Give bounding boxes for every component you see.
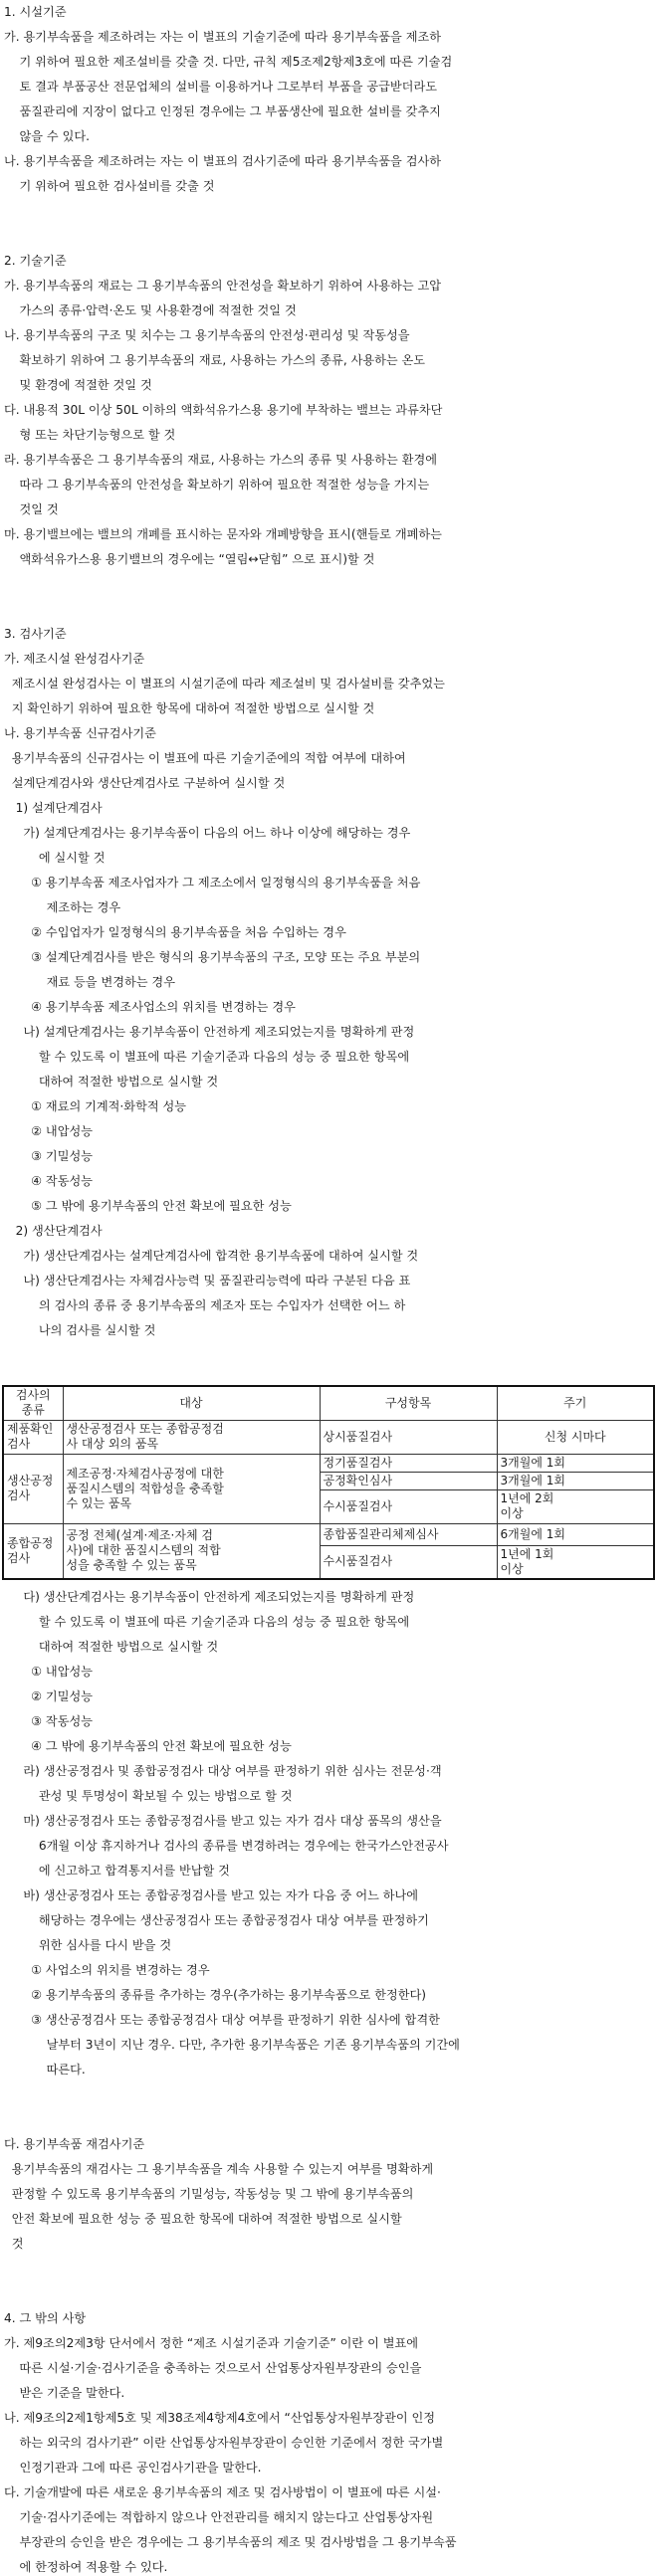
text-line: 대하여 적절한 방법으로 실시할 것 <box>4 1075 219 1089</box>
text-line: 다. 용기부속품 재검사기준 <box>4 2137 145 2151</box>
text-line: 것일 것 <box>4 502 59 516</box>
text-line: 마) 생산공정검사 또는 종합공정검사를 받고 있는 자가 검사 대상 품목의 생산을 <box>4 1814 442 1828</box>
text-line: ① 사업소의 위치를 변경하는 경우 <box>4 1963 210 1977</box>
text-line: 에 한정하여 적용할 수 있다. <box>4 2560 168 2574</box>
header-items: 구성항목 <box>320 1386 497 1420</box>
text-line: ① 재료의 기계적·화학적 성능 <box>4 1099 187 1113</box>
cell-item: 수시품질검사 <box>320 1545 497 1579</box>
cell-period: 1년에 2회 이상 <box>497 1489 654 1523</box>
text-line: 기술·검사기준에는 적합하지 않으나 안전관리를 해치지 않는다고 산업통상자원 <box>4 2510 434 2524</box>
text-line: 2) 생산단계검사 <box>4 1224 103 1238</box>
table-row <box>3 1523 654 1545</box>
text-line: 기 위하여 필요한 검사설비를 갖출 것 <box>4 179 215 193</box>
text-line: 받은 기준을 말한다. <box>4 2386 125 2400</box>
cell-period: 6개월에 1회 <box>497 1523 654 1545</box>
text-line: 나의 검사를 실시할 것 <box>4 1323 156 1337</box>
cell-period: 1년에 1회 이상 <box>497 1545 654 1579</box>
text-line: 라. 용기부속품은 그 용기부속품의 재료, 사용하는 가스의 종류 및 사용하는 환경에 <box>4 453 438 467</box>
cell-target: 공정 전체(설계·제조·자체 검 사)에 대한 품질시스템의 적합 성을 충족할 수 있는 품목 <box>63 1523 320 1579</box>
text-line: 6개월 이상 휴지하거나 검사의 종류를 변경하려는 경우에는 한국가스안전공사 <box>4 1839 449 1853</box>
text-line: 것 <box>4 2237 24 2251</box>
text-line: ② 내압성능 <box>4 1124 94 1138</box>
text-line: 가. 제조시설 완성검사기준 <box>4 652 145 666</box>
text-line: 날부터 3년이 지난 경우. 다만, 추가한 용기부속품은 기존 용기부속품의 기간에 <box>4 2038 460 2052</box>
text-line: 대하여 적절한 방법으로 실시할 것 <box>4 1640 219 1654</box>
text-line: 위한 심사를 다시 받을 것 <box>4 1938 172 1952</box>
text-line: ③ 기밀성능 <box>4 1149 94 1163</box>
text-line: 않을 수 있다. <box>4 129 90 143</box>
text-line: 에 실시할 것 <box>4 851 106 865</box>
cell-item: 공정확인심사 <box>320 1472 497 1489</box>
text-line: 해당하는 경우에는 생산공정검사 또는 종합공정검사 대상 여부를 판정하기 <box>4 1913 429 1927</box>
text-line: ④ 그 밖에 용기부속품의 안전 확보에 필요한 성능 <box>4 1739 292 1753</box>
text-line: ① 내압성능 <box>4 1665 94 1679</box>
text-line: ② 용기부속품의 종류를 추가하는 경우(추가하는 용기부속품으로 한정한다) <box>4 1988 426 2002</box>
text-line: 인정기관과 그에 따른 공인검사기관을 말한다. <box>4 2461 262 2475</box>
text-line: 판정할 수 있도록 용기부속품의 기밀성능, 작동성능 및 그 밖에 용기부속품의 <box>4 2187 414 2201</box>
cell-item: 수시품질검사 <box>320 1489 497 1523</box>
table-row <box>3 1454 654 1472</box>
text-line: ③ 작동성능 <box>4 1714 94 1728</box>
text-line: 안전 확보에 필요한 성능 중 필요한 항목에 대하여 적절한 방법으로 실시할 <box>4 2212 402 2226</box>
text-line: 바) 생산공정검사 또는 종합공정검사를 받고 있는 자가 다음 중 어느 하나에 <box>4 1888 419 1902</box>
text-line: 기 위하여 필요한 제조설비를 갖출 것. 다만, 규칙 제5조제2항제3호에 따른 기술검 <box>4 55 453 69</box>
table-header-row <box>3 1386 654 1420</box>
text-line: 3. 검사기준 <box>4 627 67 641</box>
text-line: 다. 기술개발에 따른 새로운 용기부속품의 제조 및 검사방법이 이 별표에 따른 시설· <box>4 2485 441 2499</box>
text-line: ① 용기부속품 제조사업자가 그 제조소에서 일정형식의 용기부속품을 처음 <box>4 876 421 890</box>
text-line: 확보하기 위하여 그 용기부속품의 재료, 사용하는 가스의 종류, 사용하는 온도 <box>4 353 426 367</box>
cell-period: 3개월에 1회 <box>497 1472 654 1489</box>
text-line: 형 또는 차단기능형으로 할 것 <box>4 428 176 442</box>
text-line: ④ 용기부속품 제조사업소의 위치를 변경하는 경우 <box>4 1000 296 1014</box>
text-line: 마. 용기밸브에는 밸브의 개폐를 표시하는 문자와 개폐방향을 표시(핸들로 개폐하는 <box>4 527 442 541</box>
text-line: 부장관의 승인을 받은 경우에는 그 용기부속품의 제조 및 검사방법을 그 용기부속품 <box>4 2535 457 2549</box>
text-line: 액화석유가스용 용기밸브의 경우에는 “열림↔닫힘” 으로 표시)할 것 <box>4 552 375 566</box>
cell-type-production-process: 생산공정 검사 <box>3 1454 63 1523</box>
table-row <box>3 1420 654 1454</box>
text-line: ② 기밀성능 <box>4 1689 94 1703</box>
cell-period: 3개월에 1회 <box>497 1454 654 1472</box>
text-line: 지 확인하기 위하여 필요한 항목에 대하여 적절한 방법으로 실시할 것 <box>4 701 375 715</box>
text-line: ② 수입업자가 일정형식의 용기부속품을 처음 수입하는 경우 <box>4 925 346 939</box>
text-line: 라) 생산공정검사 및 종합공정검사 대상 여부를 판정하기 위한 심사는 전문성·객 <box>4 1764 442 1778</box>
cell-type-integrated-process: 종합공정 검사 <box>3 1523 63 1579</box>
text-line: 1) 설계단계검사 <box>4 801 103 815</box>
text-line: 다. 내용적 30L 이상 50L 이하의 액화석유가스용 용기에 부착하는 밸브는 과류차단 <box>4 403 443 417</box>
text-line: 가) 설계단계검사는 용기부속품이 다음의 어느 하나 이상에 해당하는 경우 <box>4 826 411 840</box>
text-line: 가. 용기부속품의 재료는 그 용기부속품의 안전성을 확보하기 위하여 사용하는 고압 <box>4 279 442 293</box>
text-line: 나) 설계단계검사는 용기부속품이 안전하게 제조되었는지를 명확하게 판정 <box>4 1025 415 1039</box>
text-line: 따라 그 용기부속품의 안전성을 확보하기 위하여 필요한 적절한 성능을 가지는 <box>4 478 430 492</box>
text-line: ③ 생산공정검사 또는 종합공정검사 대상 여부를 판정하기 위한 심사에 합격한 <box>4 2013 440 2027</box>
text-line: 할 수 있도록 이 별표에 따른 기술기준과 다음의 성능 중 필요한 항목에 <box>4 1050 410 1064</box>
text-line: 용기부속품의 재검사는 그 용기부속품을 계속 사용할 수 있는지 여부를 명확하게 <box>4 2162 434 2176</box>
text-line: 1. 시설기준 <box>4 5 67 19</box>
text-line: 나. 용기부속품 신규검사기준 <box>4 726 156 740</box>
text-line: 가. 제9조의2제3항 단서에서 정한 “제조 시설기준과 기술기준” 이란 이 별표에 <box>4 2336 419 2350</box>
text-line: 나) 생산단계검사는 자체검사능력 및 품질관리능력에 따라 구분된 다음 표 <box>4 1274 411 1288</box>
text-line: 가스의 종류·압력·온도 및 사용환경에 적절한 것일 것 <box>4 303 297 317</box>
text-line: ③ 설계단계검사를 받은 형식의 용기부속품의 구조, 모양 또는 주요 부분의 <box>4 950 421 964</box>
text-line: 품질관리에 지장이 없다고 인정된 경우에는 그 부품생산에 필요한 설비를 갖추지 <box>4 104 441 118</box>
text-line: 에 신고하고 합격통지서를 반납할 것 <box>4 1864 230 1878</box>
header-period: 주기 <box>497 1386 654 1420</box>
cell-target: 생산공정검사 또는 종합공정검 사 대상 외의 품목 <box>63 1420 320 1454</box>
cell-period: 신청 시마다 <box>497 1420 654 1454</box>
text-line: 4. 그 밖의 사항 <box>4 2311 87 2325</box>
text-line: 토 결과 부품공산 전문업체의 설비를 이용하거나 그로부터 부품을 공급받더라도 <box>4 80 438 94</box>
cell-type-product-check: 제품확인 검사 <box>3 1420 63 1454</box>
text-line: 할 수 있도록 이 별표에 따른 기술기준과 다음의 성능 중 필요한 항목에 <box>4 1615 410 1629</box>
text-line: 따른 시설·기술·검사기준을 충족하는 것으로서 산업통상자원부장관의 승인을 <box>4 2361 422 2375</box>
text-line: 2. 기술기준 <box>4 254 67 268</box>
text-line: 관성 및 투명성이 확보될 수 있는 방법으로 할 것 <box>4 1789 293 1803</box>
text-line: 제조하는 경우 <box>4 900 121 914</box>
text-line: 나. 제9조의2제1항제5호 및 제38조제4항제4호에서 “산업통상자원부장관이 인정 <box>4 2411 436 2425</box>
text-line: 나. 용기부속품을 제조하려는 자는 이 별표의 검사기준에 따라 용기부속품을 검사하 <box>4 154 442 168</box>
header-inspection-type <box>3 1386 63 1420</box>
production-inspection-table <box>2 1385 655 1580</box>
text-line: 용기부속품의 신규검사는 이 별표에 따른 기술기준에의 적합 여부에 대하여 <box>4 751 406 765</box>
text-line: 의 검사의 종류 중 용기부속품의 제조자 또는 수입자가 선택한 어느 하 <box>4 1298 406 1312</box>
text-line: 나. 용기부속품의 구조 및 치수는 그 용기부속품의 안전성·편리성 및 작동성을 <box>4 328 410 342</box>
text-line: 하는 외국의 검사기관” 이란 산업통상자원부장관이 승인한 기준에서 정한 국가별 <box>4 2436 444 2450</box>
text-line: 따른다. <box>4 2063 86 2077</box>
header-target: 대상 <box>63 1386 320 1420</box>
text-line: 제조시설 완성검사는 이 별표의 시설기준에 따라 제조설비 및 검사설비를 갖추었는 <box>4 677 445 691</box>
text-line: 및 환경에 적절한 것일 것 <box>4 378 152 392</box>
cell-item: 정기품질검사 <box>320 1454 497 1472</box>
cell-target: 제조공정·자체검사공정에 대한 품질시스템의 적합성을 충족할 수 있는 품목 <box>63 1454 320 1523</box>
text-line: ⑤ 그 밖에 용기부속품의 안전 확보에 필요한 성능 <box>4 1199 292 1213</box>
text-line: 다) 생산단계검사는 용기부속품이 안전하게 제조되었는지를 명확하게 판정 <box>4 1590 415 1604</box>
text-line: 가) 생산단계검사는 설계단계검사에 합격한 용기부속품에 대하여 실시할 것 <box>4 1249 419 1263</box>
text-line: 설계단계검사와 생산단계검사로 구분하여 실시할 것 <box>4 776 286 790</box>
text-line: ④ 작동성능 <box>4 1174 94 1188</box>
text-line: 재료 등을 변경하는 경우 <box>4 975 175 989</box>
text-line: 가. 용기부속품을 제조하려는 자는 이 별표의 기술기준에 따라 용기부속품을 제조하 <box>4 30 442 44</box>
cell-item: 상시품질검사 <box>320 1420 497 1454</box>
header-text: 검사의 종류 <box>15 1388 51 1418</box>
cell-item: 종합품질관리체제심사 <box>320 1523 497 1545</box>
